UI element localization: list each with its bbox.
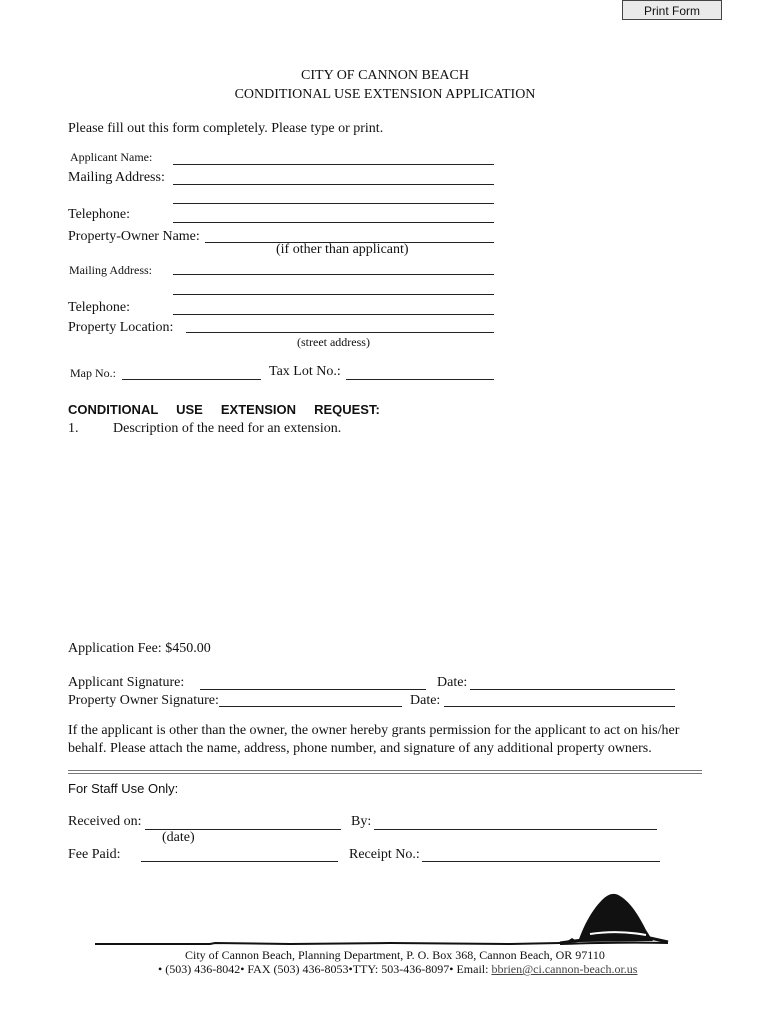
property-location-label: Property Location: — [68, 320, 174, 335]
map-number-label: Map No.: — [70, 366, 116, 380]
haystack-rock-logo-icon — [560, 894, 668, 944]
tax-lot-field[interactable] — [346, 379, 494, 380]
owner-date-label: Date: — [410, 693, 441, 708]
tax-lot-label: Tax Lot No.: — [269, 364, 341, 379]
request-item-number: 1. — [68, 421, 79, 436]
permission-text-line1: If the applicant is other than the owner, the owner hereby grants permission for the applicant to act on his/her — [68, 723, 680, 738]
page-title-form: CONDITIONAL USE EXTENSION APPLICATION — [234, 87, 536, 102]
applicant-mailing-label: Mailing Address: — [68, 170, 165, 185]
owner-signature-field[interactable] — [219, 706, 402, 707]
receipt-number-label: Receipt No.: — [349, 847, 420, 862]
footer-address: City of Cannon Beach, Planning Department, P. O. Box 368, Cannon Beach, OR 97110 — [185, 948, 605, 962]
fee-paid-field[interactable] — [141, 861, 338, 862]
description-area[interactable] — [68, 442, 702, 632]
footer-rule — [95, 943, 560, 944]
owner-name-note: (if other than applicant) — [276, 242, 409, 257]
by-field[interactable] — [374, 829, 657, 830]
owner-telephone-label: Telephone: — [68, 300, 130, 315]
owner-signature-label: Property Owner Signature: — [68, 693, 219, 708]
applicant-telephone-field[interactable] — [173, 222, 494, 223]
map-number-field[interactable] — [122, 379, 261, 380]
instructions: Please fill out this form completely. Please type or print. — [68, 121, 384, 136]
fee-paid-label: Fee Paid: — [68, 847, 121, 862]
footer-contact — [158, 962, 637, 977]
owner-mailing-field[interactable] — [173, 274, 494, 275]
received-on-label: Received on: — [68, 814, 142, 829]
owner-mailing-label: Mailing Address: — [69, 263, 152, 277]
application-fee: Application Fee: $450.00 — [68, 641, 211, 656]
owner-date-field[interactable] — [444, 706, 675, 707]
footer-contact-text: • (503) 436-8042• FAX (503) 436-8053•TTY: 503-436-8097• Email: — [158, 962, 492, 976]
owner-name-label: Property-Owner Name: — [68, 229, 200, 244]
request-heading: CONDITIONAL USE EXTENSION REQUEST: — [68, 402, 380, 417]
applicant-date-field[interactable] — [470, 689, 675, 690]
receipt-number-field[interactable] — [422, 861, 660, 862]
footer-email-link[interactable]: bbrien@ci.cannon-beach.or.us — [491, 962, 638, 976]
applicant-mailing-field-2[interactable] — [173, 203, 494, 204]
applicant-date-label: Date: — [437, 675, 468, 690]
permission-text-line2: behalf. Please attach the name, address, phone number, and signature of any additional property owners. — [68, 741, 652, 756]
page-title-city: CITY OF CANNON BEACH — [301, 68, 469, 83]
property-location-field[interactable] — [186, 332, 494, 333]
divider-bottom — [68, 773, 702, 774]
owner-telephone-field[interactable] — [173, 314, 494, 315]
property-location-note: (street address) — [297, 335, 370, 349]
applicant-signature-label: Applicant Signature: — [68, 675, 185, 690]
applicant-signature-field[interactable] — [200, 689, 426, 690]
footer-graphic — [90, 886, 680, 956]
staff-heading: For Staff Use Only: — [68, 781, 179, 796]
print-form-button[interactable]: Print Form — [622, 0, 722, 20]
applicant-name-label: Applicant Name: — [70, 150, 153, 164]
divider-top — [68, 770, 702, 771]
applicant-name-field[interactable] — [173, 164, 494, 165]
request-item-text: Description of the need for an extension. — [113, 421, 342, 436]
applicant-mailing-field[interactable] — [173, 184, 494, 185]
owner-mailing-field-2[interactable] — [173, 294, 494, 295]
applicant-telephone-label: Telephone: — [68, 207, 130, 222]
by-label: By: — [351, 814, 372, 829]
received-date-note: (date) — [162, 830, 195, 845]
